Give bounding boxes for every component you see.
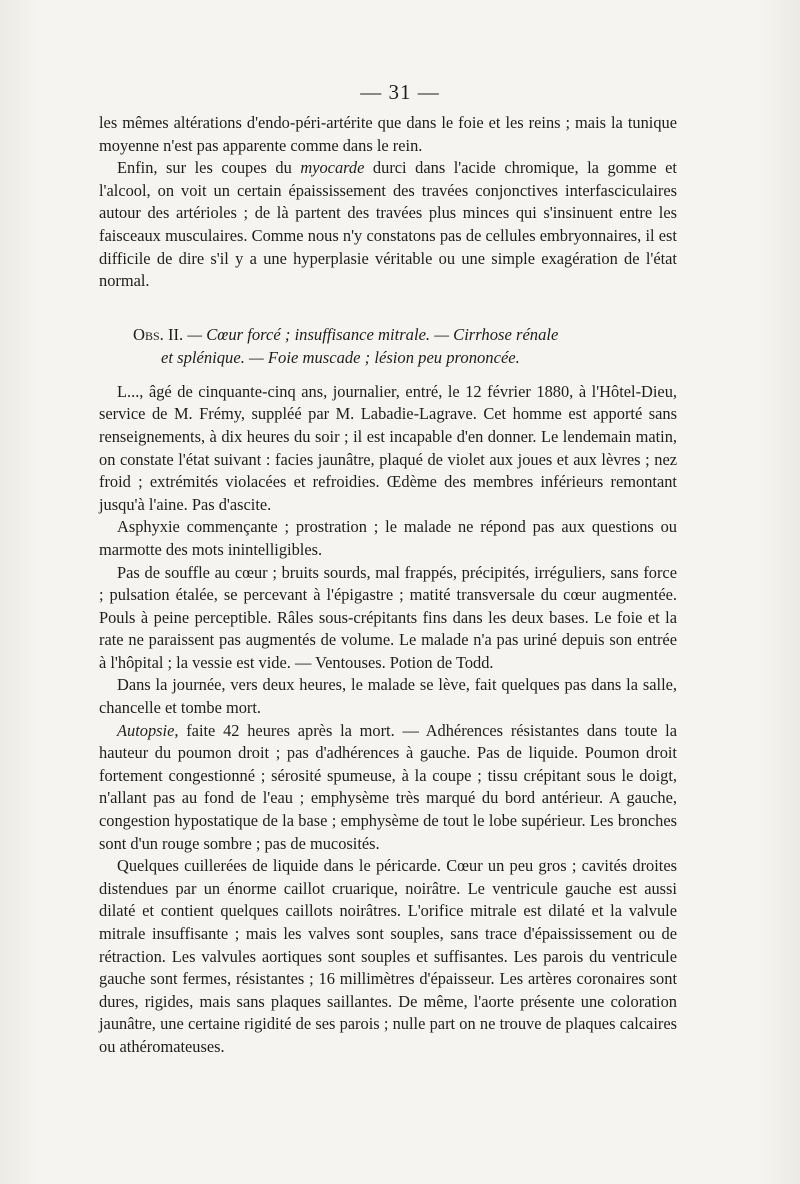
paragraph-admission: L..., âgé de cinquante-cinq ans, journalier, entré, le 12 février 1880, à l'Hôtel-Dieu, service de M. Frémy, suppléé par M. Labadie-Lagrave. Cet homme est apporté sans renseignements, à dix heures du soir ; il est incapable d'en donner. Le lendemain matin, on constate l'état suivant : facies jaunâtre, plaqué de violet aux joues et aux lèvres ; nez froid ; extrémités violacées et refroidies. Œdème des membres inférieurs remontant jusqu'à l'aine. Pas d'ascite. <box>99 381 677 514</box>
paragraph-examen: Pas de souffle au cœur ; bruits sourds, mal frappés, précipités, irréguliers, sans force ; pulsation étalée, se percevant à l'épigastre ; matité transversale du cœur augmentée. Pouls à peine perceptible. Râles sous-crépitants fins dans les deux bases. Le foie et la rate ne paraissent pas augmentés de volume. Le malade n'a pas uriné depuis son entrée à l'hôpital ; la vessie est vide. — Ventouses. Potion de Todd. <box>99 562 677 672</box>
p2-text-b: durci dans l'acide chromique, la gomme et l'alcool, on voit un certain épaississement des travées conjonctives interfasciculaires autour des artérioles ; de là partent des travées plus minces qui s'insinuent entre les faisceaux musculaires. Comme nous n'y constatons pas de cellules embryonnaires, il est difficile de dire s'il y a une hyperplasie véritable ou une simple exagération de l'état normal. <box>99 158 677 291</box>
paragraph-continuation: les mêmes altérations d'endo-péri-artérite que dans le foie et les reins ; mais la tunique moyenne n'est pas apparente comme dans le rein. <box>99 113 677 155</box>
autopsie-text: , faite 42 heures après la mort. — Adhérences résistantes dans toute la hauteur du poumon droit ; pas d'adhérences à gauche. Pas de liquide. Poumon droit fortement congestionné ; sérosité spumeuse, à la coupe ; tissu crépitant sous le doigt, n'allant pas au fond de l'eau ; emphysème très marqué du bord antérieur. A gauche, congestion hypostatique de la base ; emphysème de tout le lobe supérieur. Les bronches sont d'un rouge sombre ; pas de mucosités. <box>99 720 677 853</box>
page-body <box>99 112 677 1059</box>
p2-emphasis: myocarde <box>300 158 365 178</box>
observation-title-line1: — Cœur forcé ; insuffisance mitrale. — Cirrhose rénale <box>187 324 559 344</box>
p2-text-a: Enfin, sur les coupes du <box>117 158 301 178</box>
observation-label: Obs. II. <box>133 324 184 344</box>
autopsie-emphasis: Autopsie <box>117 720 175 740</box>
paragraph-myocarde <box>99 157 677 293</box>
paragraph-coeur: Quelques cuillerées de liquide dans le péricarde. Cœur un peu gros ; cavités droites distendues par un énorme caillot cruarique, noirâtre. Le ventricule gauche est aussi dilaté et contient quelques caillots noirâtres. L'orifice mitrale est dilaté et la valvule mitrale insuffisante ; mais les valves sont souples, sans trace d'épaississement ou de rétraction. Les valvules aortiques sont souples et suffisantes. Les parois du ventricule gauche sont fermes, résistantes ; 16 millimètres d'épaisseur. Les artères coronaires sont dures, rigides, mais sans plaques saillantes. De même, l'aorte présente une coloration jaunâtre, une certaine rigidité de ses parois ; nulle part on ne trouve de plaques calcaires ou athéromateuses. <box>99 856 677 1056</box>
observation-heading <box>99 323 677 369</box>
page-number: — 31 — <box>360 80 440 104</box>
observation-title-line2: et splénique. — Foie muscade ; lésion peu prononcée. <box>161 347 520 367</box>
paragraph-deces: Dans la journée, vers deux heures, le malade se lève, fait quelques pas dans la salle, chancelle et tombe mort. <box>99 675 677 718</box>
paragraph-asphyxie: Asphyxie commençante ; prostration ; le malade ne répond pas aux questions ou marmotte des mots inintelligibles. <box>99 517 677 559</box>
paragraph-autopsie <box>99 720 677 856</box>
